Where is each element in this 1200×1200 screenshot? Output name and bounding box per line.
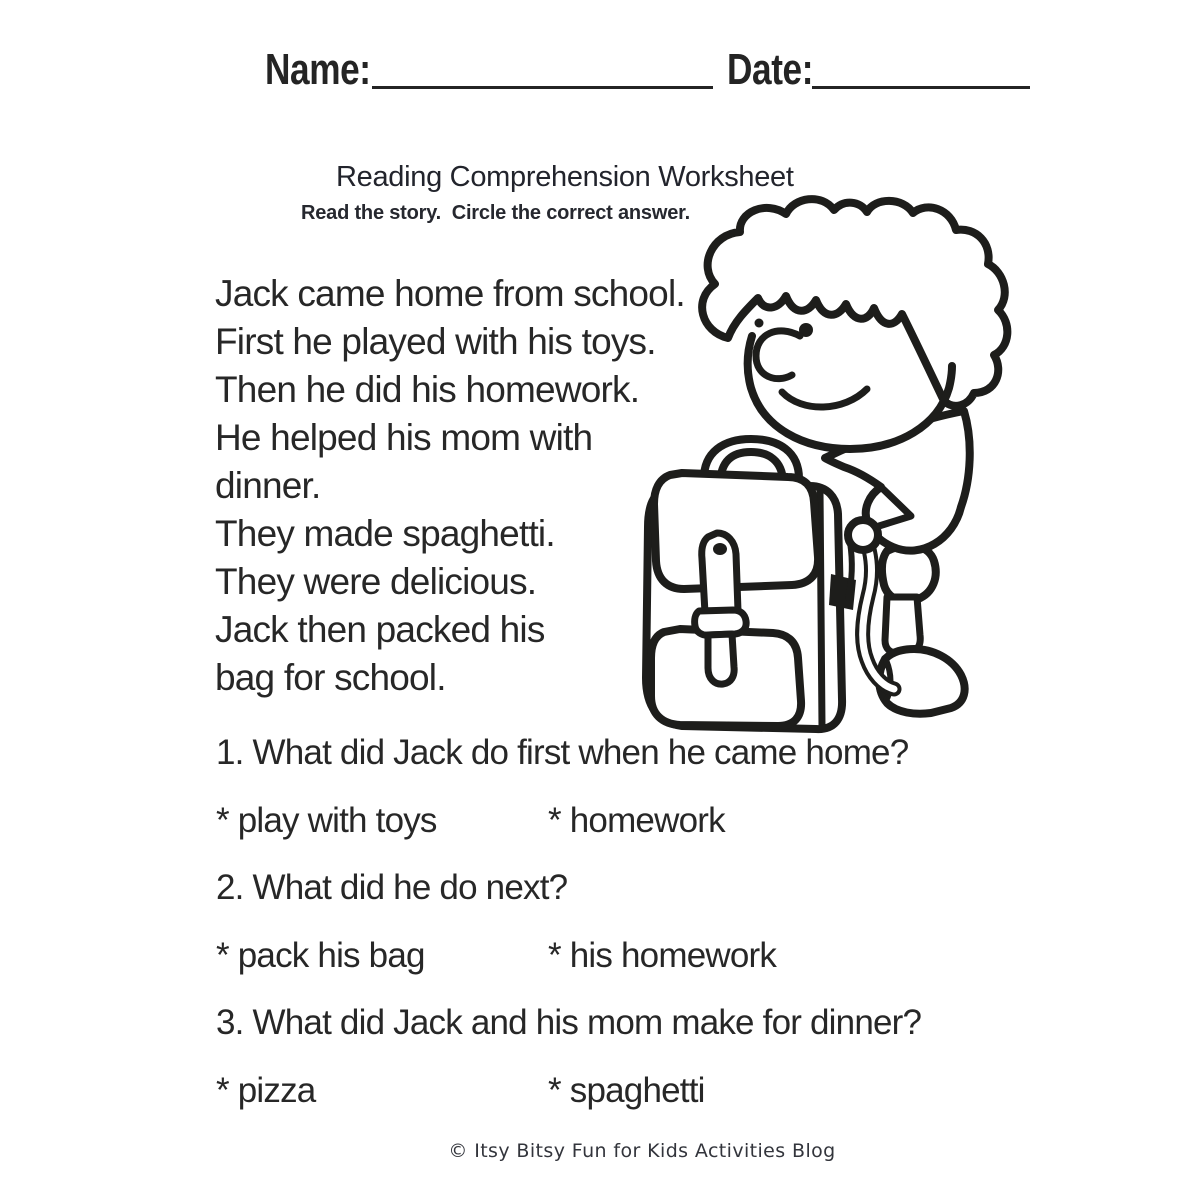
story-text xyxy=(215,270,685,702)
boy-with-backpack-illustration xyxy=(620,180,1060,740)
boy-fist xyxy=(848,520,878,550)
question-3: 3. What did Jack and his mom make for dinner? xyxy=(216,1003,922,1042)
question-1: 1. What did Jack do first when he came home? xyxy=(216,733,909,772)
story-line: They were delicious. xyxy=(215,561,537,602)
name-blank-line xyxy=(372,86,713,89)
story-line: Then he did his homework. xyxy=(215,369,640,410)
story-line: He helped his mom with xyxy=(215,417,593,458)
answer-option: * play with toys xyxy=(216,801,437,840)
story-line: They made spaghetti. xyxy=(215,513,555,554)
story-line: dinner. xyxy=(215,465,321,506)
boy-eye-left xyxy=(755,319,764,328)
copyright-credit: © Itsy Bitsy Fun for Kids Activities Blog xyxy=(448,1140,836,1162)
answer-option: * his homework xyxy=(548,936,777,975)
backpack-buckle-hole xyxy=(713,543,727,555)
answer-option: * pizza xyxy=(216,1071,316,1110)
page-instructions: Read the story. Circle the correct answer. xyxy=(301,202,690,224)
date-label: Date: xyxy=(727,45,814,94)
answer-option: * pack his bag xyxy=(216,936,425,975)
question-3-options xyxy=(216,1071,1116,1117)
answer-option: * spaghetti xyxy=(548,1071,705,1110)
backpack-buckle-tail xyxy=(708,634,734,684)
answer-option: * homework xyxy=(548,801,725,840)
date-blank-line xyxy=(812,86,1030,89)
story-line: Jack came home from school. xyxy=(215,273,685,314)
story-line: Jack then packed his xyxy=(215,609,545,650)
boy-shin xyxy=(885,597,920,653)
backpack-strap-inner-line xyxy=(848,542,852,598)
page-title: Reading Comprehension Worksheet xyxy=(336,161,794,193)
question-1-options xyxy=(216,801,1116,847)
question-2: 2. What did he do next? xyxy=(216,868,568,907)
question-2-options xyxy=(216,936,1116,982)
story-line: bag for school. xyxy=(215,657,446,698)
backpack-side-divider xyxy=(820,490,822,726)
story-line: First he played with his toys. xyxy=(215,321,656,362)
name-label: Name: xyxy=(265,45,371,94)
